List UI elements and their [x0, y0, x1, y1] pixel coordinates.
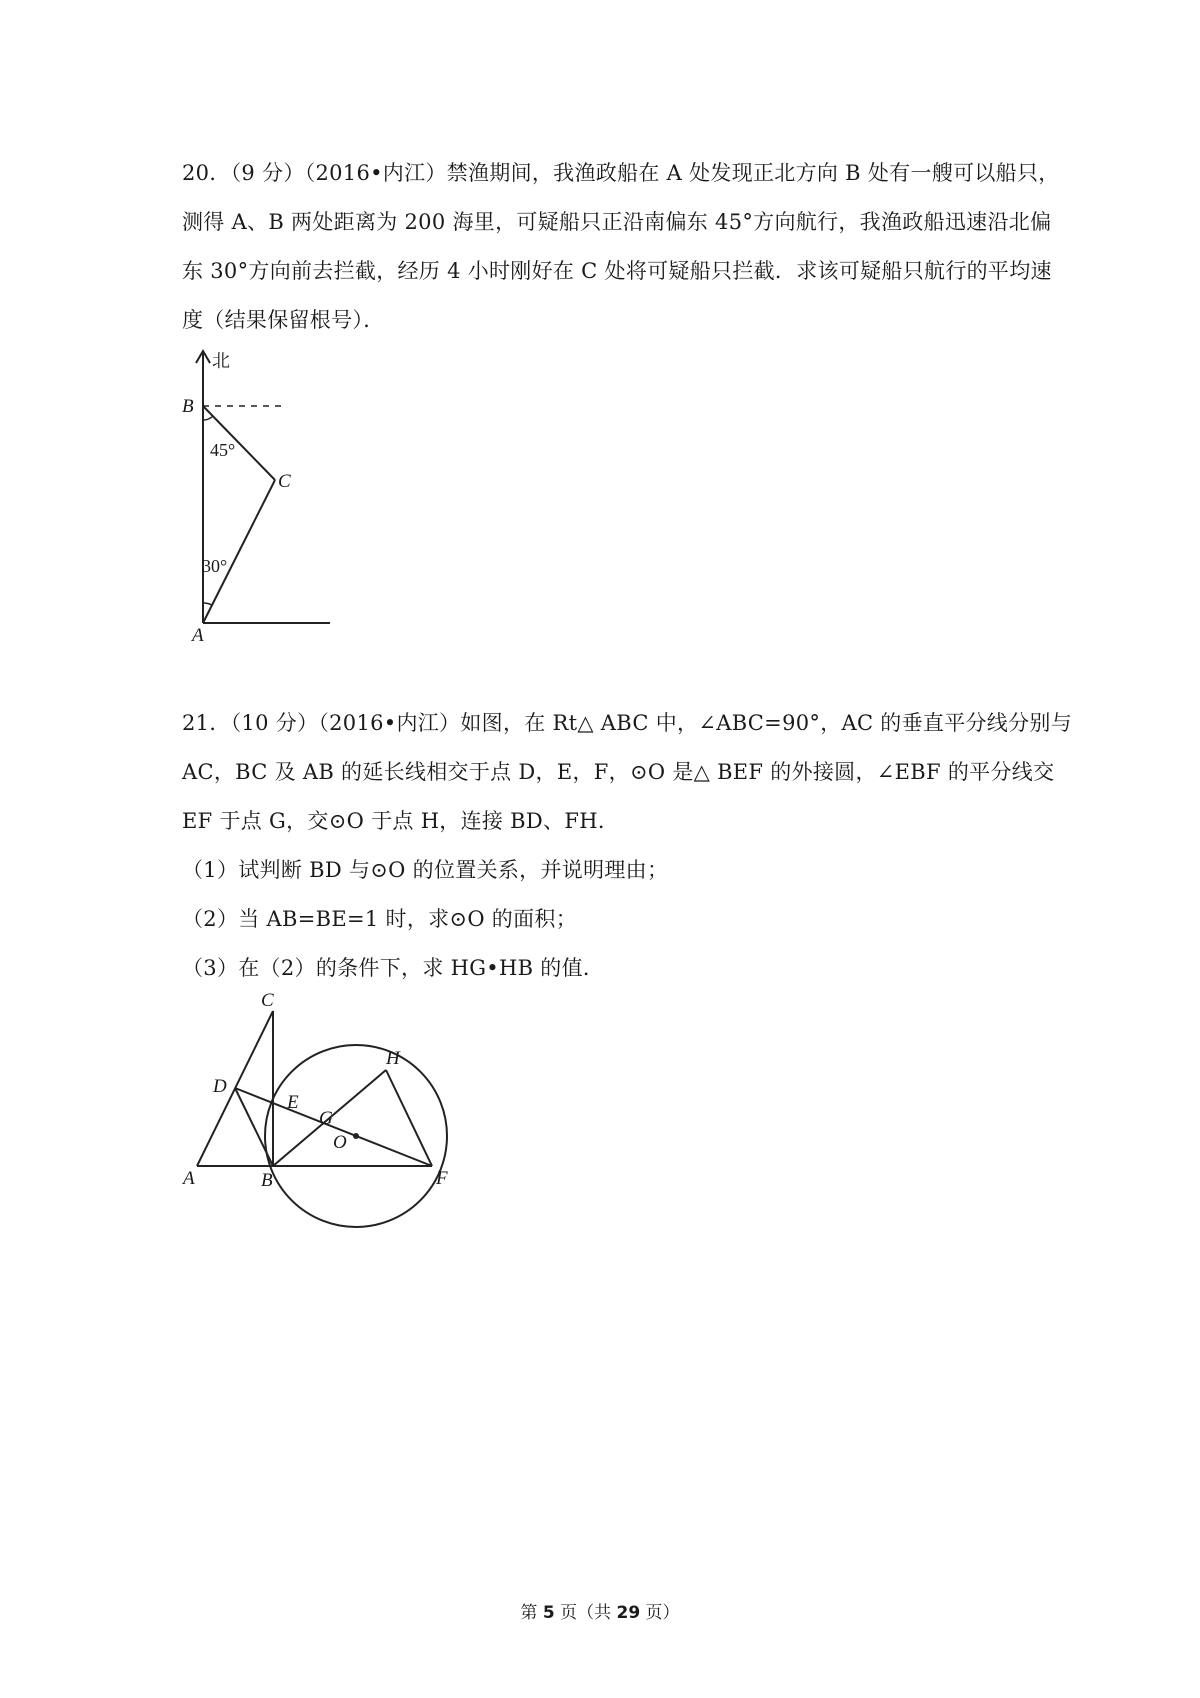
q20-line-3: 东 30°方向前去拦截，经历 4 小时刚好在 C 处将可疑船只拦截．求该可疑船只航行的平均速 — [182, 259, 1052, 283]
label-d: D — [213, 1076, 227, 1097]
label-c: C — [261, 990, 274, 1011]
q20-diagram — [170, 345, 350, 645]
label-angle-45: 45° — [210, 440, 236, 460]
q20-figure — [170, 345, 350, 645]
q21-figure — [175, 990, 465, 1240]
center-dot — [353, 1133, 359, 1139]
angle-arc-b — [203, 416, 213, 420]
label-b: B — [261, 1170, 273, 1191]
label-a: A — [192, 625, 204, 645]
angle-arc-a — [203, 603, 212, 605]
label-c: C — [278, 471, 291, 492]
label-h: H — [386, 1048, 400, 1069]
label-angle-30: 30° — [202, 556, 228, 576]
footer-mid: 页（共 — [554, 1603, 617, 1623]
q20-line-2: 测得 A、B 两处距离为 200 海里，可疑船只正沿南偏东 45°方向航行，我渔政船迅速沿北偏 — [182, 210, 1052, 234]
label-o: O — [333, 1132, 347, 1153]
footer-prefix: 第 — [520, 1603, 543, 1623]
q21-part-3: （3）在（2）的条件下，求 HG•HB 的值． — [182, 956, 605, 980]
label-g: G — [319, 1108, 333, 1129]
q21-line-1: 21．（10 分）（2016•内江）如图，在 Rt△ ABC 中，∠ABC=90°，AC 的垂直平分线分别与 — [182, 711, 1073, 735]
segment-bd — [235, 1088, 273, 1166]
q21-part-2: （2）当 AB=BE=1 时，求⊙O 的面积； — [182, 907, 578, 931]
footer-suffix: 页） — [640, 1603, 680, 1623]
label-b: B — [182, 396, 194, 417]
segment-fh — [386, 1070, 432, 1166]
q21-diagram — [175, 990, 465, 1240]
q20-line-1: 20．（9 分）（2016•内江）禁渔期间，我渔政船在 A 处发现正北方向 B 处有一艘可以船只， — [182, 161, 1060, 185]
label-e: E — [287, 1092, 299, 1113]
label-f: F — [436, 1168, 448, 1189]
q21-part-1: （1）试判断 BD 与⊙O 的位置关系，并说明理由； — [182, 858, 669, 882]
q20-line-4: 度（结果保留根号）． — [182, 308, 385, 332]
page-footer — [0, 1598, 1200, 1623]
q21-line-3: EF 于点 G，交⊙O 于点 H，连接 BD、FH． — [182, 809, 620, 833]
label-north: 北 — [212, 351, 230, 371]
segment-ac — [203, 480, 275, 623]
label-a: A — [183, 1168, 195, 1189]
footer-total-pages: 29 — [616, 1603, 641, 1623]
footer-page-number: 5 — [542, 1603, 555, 1623]
q21-line-2: AC，BC 及 AB 的延长线相交于点 D，E，F，⊙O 是△ BEF 的外接圆，∠EBF 的平分线交 — [182, 760, 1055, 784]
